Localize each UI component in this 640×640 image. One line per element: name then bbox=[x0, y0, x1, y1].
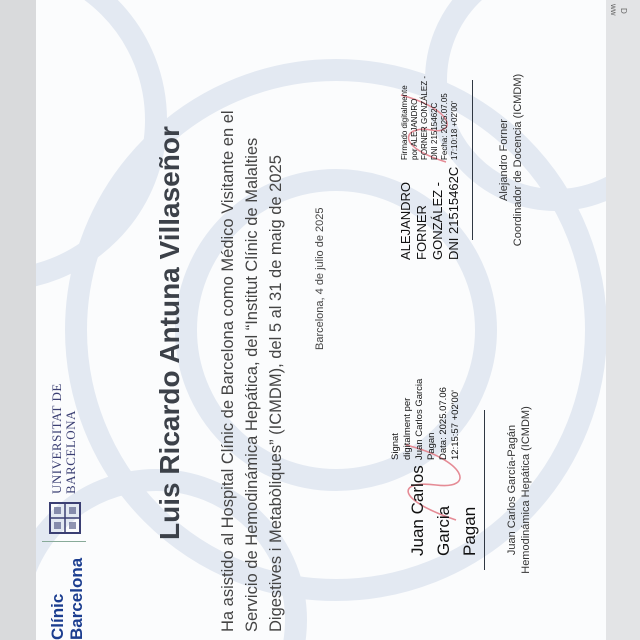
signer-left-big-2: Garcia bbox=[434, 505, 453, 556]
signer-left-small-6: 12:15:57 +02'00' bbox=[450, 390, 461, 460]
body-line: Ha asistido al Hospital Clínic de Barcelona como Médico Visitante en el bbox=[219, 110, 237, 632]
signer-left-small-2: digitalment per bbox=[402, 397, 413, 460]
signer-right-small-6: 17:10:18 +02'00' bbox=[450, 101, 459, 160]
signer-right-small-3: FORNER GONZÁLEZ - bbox=[420, 75, 429, 160]
signer-right-big-1: ALEJANDRO bbox=[398, 181, 413, 260]
signer-right-big-2: FORNER bbox=[414, 205, 429, 260]
certificate-paper bbox=[36, 0, 606, 640]
body-line: Digestives i Metabòliques” (ICMDM), del 5 al 31 de maig de 2025 bbox=[267, 155, 285, 632]
signer-left-small-3: Juan Carlos Garcia bbox=[414, 378, 425, 460]
signer-right-small-4: DNI 21515462C bbox=[430, 102, 439, 160]
signer-right-title: Coordinador de Docencia (ICMDM) bbox=[512, 73, 524, 247]
clinic-logo-line1: Clínic bbox=[48, 593, 67, 640]
issue-date: Barcelona, 4 de julio de 2025 bbox=[314, 207, 326, 350]
edge-text-1: D bbox=[619, 8, 628, 14]
ub-logo-line2: BARCELONA bbox=[63, 410, 78, 494]
signature-line-right bbox=[472, 80, 473, 240]
certificate-content bbox=[36, 0, 606, 640]
certificate-body bbox=[216, 0, 288, 632]
signer-left-small-4: Pagan bbox=[426, 432, 437, 460]
signer-left-big-1: Juan Carlos bbox=[408, 465, 427, 556]
signer-left-small-1: Signat bbox=[390, 433, 401, 460]
signer-left-big-3: Pagan bbox=[460, 506, 479, 556]
signer-right-small-1: Firmado digitalmente bbox=[400, 85, 409, 160]
ub-crest-icon bbox=[48, 500, 82, 536]
signer-left-title: Hemodinámica Hepática (ICMDM) bbox=[520, 406, 532, 574]
signer-right-big-4: DNI 21515462C bbox=[446, 166, 461, 260]
universitat-barcelona-logo bbox=[42, 376, 86, 536]
signer-left-name: Juan Carlos García-Pagán bbox=[506, 424, 518, 556]
adjacent-page-edge bbox=[606, 0, 640, 640]
signer-left-small-5: Data: 2025.07.06 bbox=[438, 387, 449, 460]
signer-right-big-3: GONZÁLEZ - bbox=[430, 181, 445, 260]
recipient-name: Luis Ricardo Antuna Villaseñor bbox=[154, 126, 185, 540]
signer-right-small-5: Fecha: 2025.07.05 bbox=[440, 93, 449, 160]
clinic-barcelona-logo bbox=[48, 540, 86, 640]
signer-right-name: Alejandro Forner bbox=[498, 119, 510, 201]
ub-logo-line1: UNIVERSITAT DE bbox=[49, 383, 64, 494]
logo-divider bbox=[42, 541, 86, 542]
signer-right-small-2: por ALEJANDRO bbox=[410, 98, 419, 160]
clinic-logo-line2: Barcelona bbox=[67, 557, 86, 640]
body-line: Servicio de Hemodinámica Hepática, del “Institut Clínic de Malalties bbox=[243, 137, 261, 632]
signature-line-left bbox=[484, 410, 485, 570]
edge-text-2: ww bbox=[609, 4, 618, 16]
